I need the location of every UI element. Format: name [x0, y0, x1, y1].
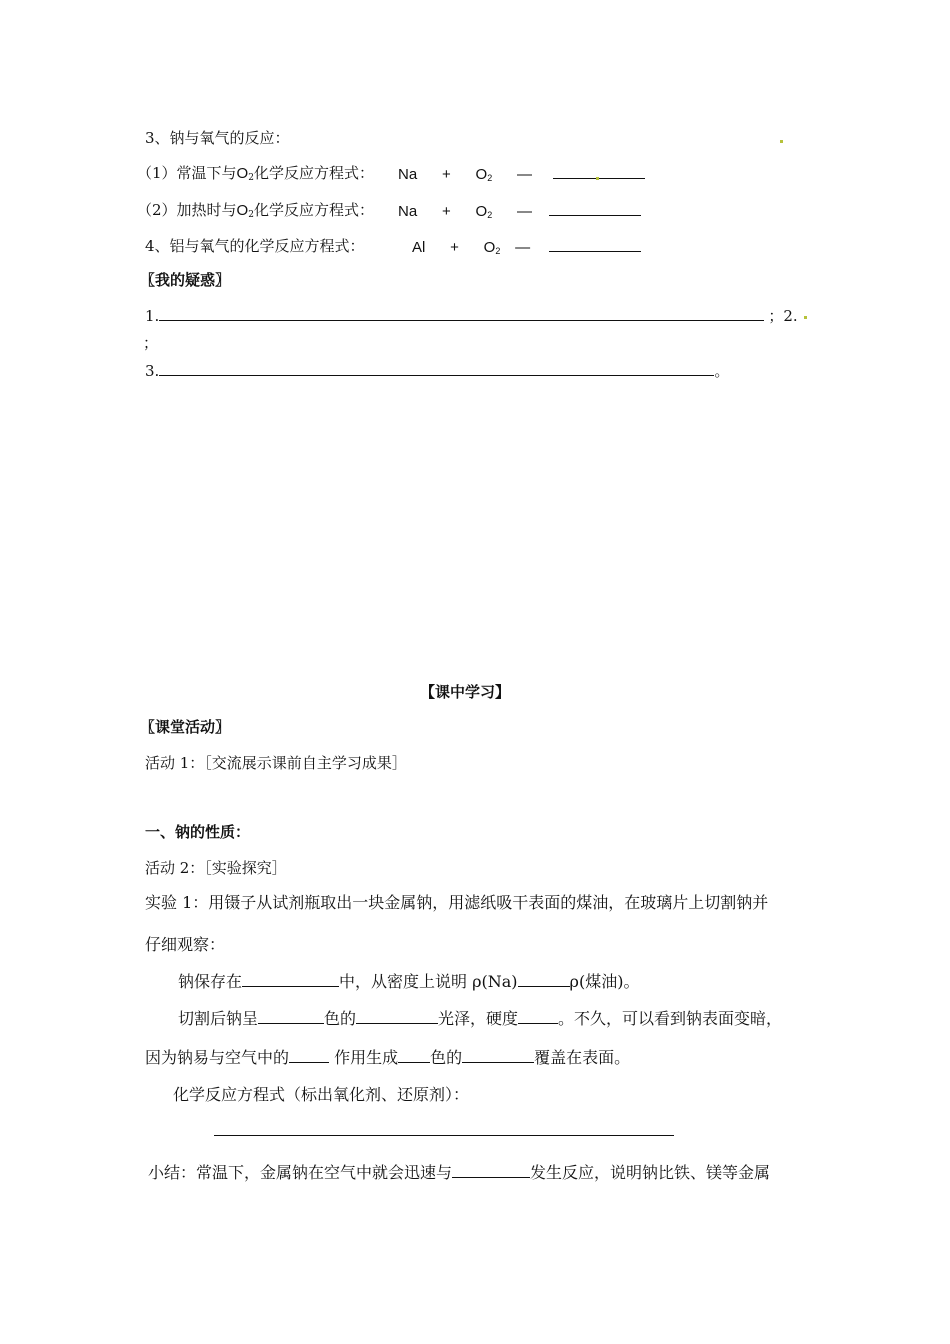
experiment-1-line1: 实验 1：用镊子从试剂瓶取出一块金属钠，用滤纸吸干表面的煤油，在玻璃片上切割钠并 — [145, 893, 769, 912]
decorative-dot — [804, 316, 807, 319]
q3-2-equation: $Na + O_2$ — — [388, 200, 641, 225]
storage-line: 钠保存在 中，从密度上说明 ρ(Na) ρ(煤油)。 — [178, 972, 640, 991]
blank-summary[interactable] — [452, 1162, 530, 1178]
doubt-blank-3[interactable] — [159, 360, 714, 376]
doubt-item-2-end: ； — [143, 334, 159, 352]
activity-1: 活动 1：［交流展示课前自主学习成果］ — [145, 754, 407, 772]
equation-prompt: 化学反应方程式（标出氧化剂、还原剂）： — [173, 1085, 470, 1104]
reaction-line: 因为钠易与空气中的 作用生成 色的 覆盖在表面。 — [145, 1048, 631, 1067]
experiment-1-line2: 仔细观察： — [145, 935, 226, 954]
blank-air-component[interactable] — [289, 1047, 329, 1063]
part1-heading: 一、钠的性质： — [145, 824, 251, 841]
q4-equation: $Al + O_2$ — — [402, 236, 641, 261]
q3-2-line: （2）加热时与$O_2$化学反应方程式： — [137, 201, 374, 220]
blank-density-compare[interactable] — [518, 971, 570, 987]
doubts-heading: 〖我的疑惑〗 — [140, 272, 231, 289]
blank-product-color[interactable] — [398, 1047, 430, 1063]
q3-title: 3、钠与氧气的反应： — [145, 129, 290, 147]
q3-1-line: （1）常温下与$O_2$化学反应方程式： — [137, 164, 374, 183]
doubt-item-1: 1. ；2. — [145, 307, 798, 325]
summary-line: 小结：常温下，金属钠在空气中就会迅速与 发生反应，说明钠比铁、镁等金属 — [148, 1163, 771, 1182]
q3-1-equation: $Na + O_2$ — — [388, 163, 645, 188]
decorative-dot — [780, 140, 783, 143]
blank-color[interactable] — [258, 1008, 324, 1024]
doubt-item-3: 3. 。 — [145, 362, 730, 380]
equation-answer-blank[interactable] — [214, 1120, 674, 1136]
answer-blank-q4[interactable] — [549, 236, 641, 252]
blank-storage[interactable] — [242, 971, 339, 987]
activities-heading: 〖课堂活动〗 — [140, 719, 231, 736]
activity-2: 活动 2：［实验探究］ — [145, 859, 287, 877]
decorative-dot — [596, 177, 599, 180]
doubt-blank-1[interactable] — [159, 305, 764, 321]
blank-hardness[interactable] — [518, 1008, 558, 1024]
blank-luster[interactable] — [356, 1008, 438, 1024]
blank-product[interactable] — [462, 1047, 534, 1063]
section-title: 【课中学习】 — [420, 684, 511, 701]
q4-title: 4、铝与氧气的化学反应方程式： — [145, 237, 365, 255]
answer-blank-q3-2[interactable] — [549, 200, 641, 216]
cut-line: 切割后钠呈 色的 光泽，硬度 。不久，可以看到钠表面变暗， — [178, 1009, 783, 1028]
